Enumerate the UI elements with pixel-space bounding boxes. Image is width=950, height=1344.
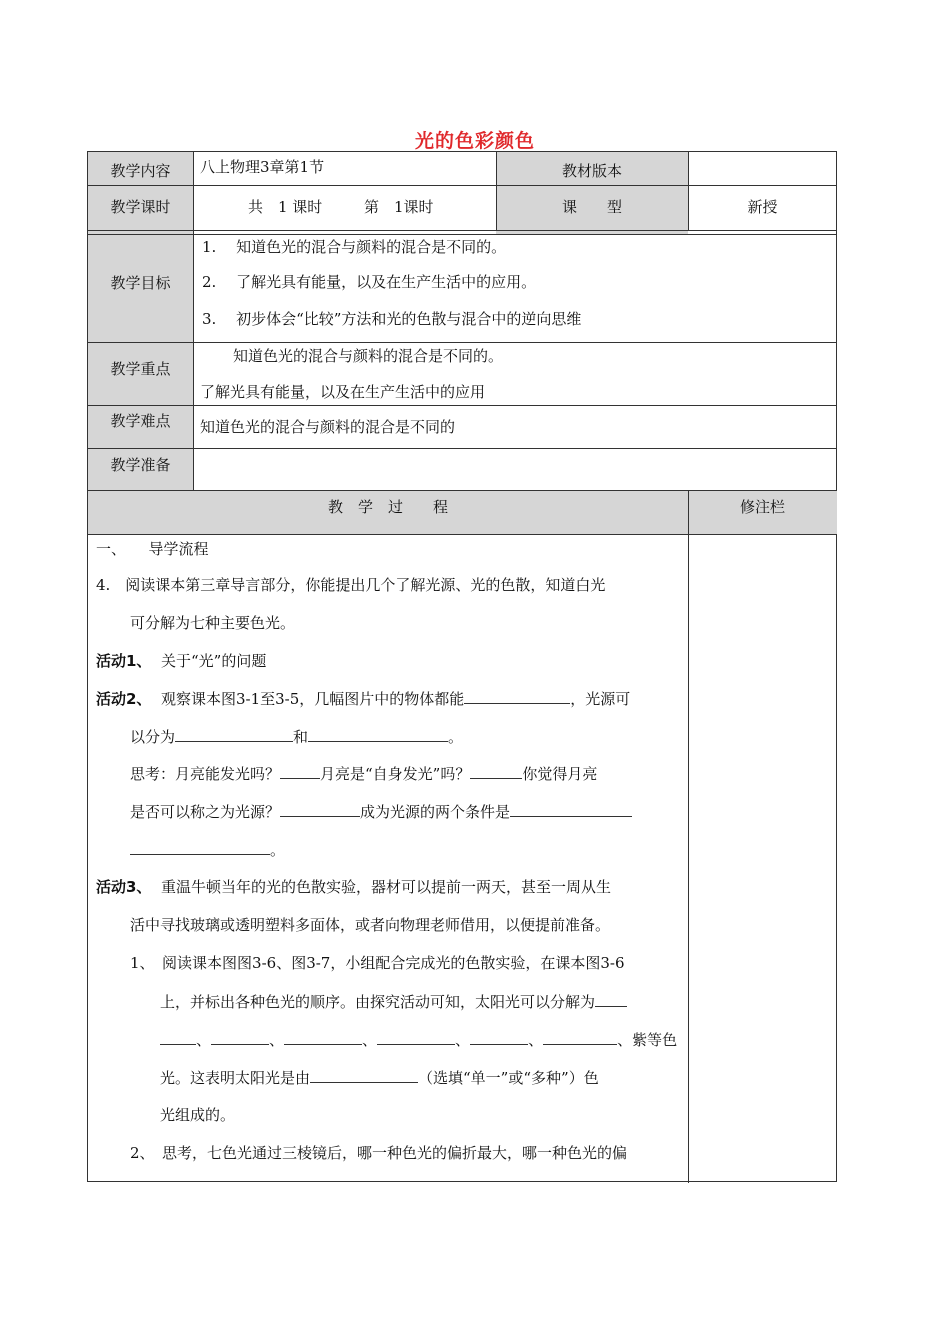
step-1-line: 光组成的。 <box>160 1106 236 1124</box>
blank-field[interactable] <box>211 1029 269 1045</box>
difficulties-label: 教学难点 <box>110 412 171 430</box>
key-point-line: 了解光具有能量，以及在生产生活中的应用 <box>200 383 486 401</box>
preparation-label: 教学准备 <box>110 456 171 474</box>
step-1-line: 1、 阅读课本图图3-6、图3-7，小组配合完成光的色散实验，在课本图3-6 <box>130 954 625 972</box>
blank-field[interactable] <box>470 1029 528 1045</box>
activity-1-label: 活动1、 <box>96 652 152 670</box>
blank-field[interactable] <box>377 1029 455 1045</box>
periods-label: 教学课时 <box>110 198 171 216</box>
goals-label: 教学目标 <box>110 274 171 292</box>
key-point-line: 知道色光的混合与颜料的混合是不同的。 <box>233 347 504 365</box>
periods-total: 共 1 课时 <box>248 198 323 216</box>
key-points-label: 教学重点 <box>110 360 171 378</box>
item-4-line: 可分解为七种主要色光。 <box>130 614 296 632</box>
blank-field[interactable] <box>510 801 632 817</box>
lesson-plan-table: 教学内容 八上物理3章第1节 教材版本 教学课时 共 1 课时 第 1课时 课 型 新授 教学目标 1. 知道色光的混合与颜料的混合是不同的。 2. 了解光具有能量，以及在生产生活中的应用。 3. 初步体会“比较”方法和光的色散与混合中的逆向思维 教学重点 知道色光的混合与颜料的混合是不同的。 了解光具有能量，以及在生产生活中的应用 教学难点 知道色光的混合与颜料的混合是不同的 教学准备 教 学 过 程 修注栏 一、 导学流程 4. 阅读课本第三章导言部分，你能提出几个了解光源、光的色散，知道白光 可分解为七种主要色光。 活动1、 关于“光”的问题 活动2、 观察课本图3-1至3-5，几幅图片中的物体都能 ，光源可 以分为 和 。 思考：月亮能发光吗？ 月亮是“自身发光”吗？ 你觉得月亮 是否可以称之为光源？ 成为光源的两个条件是 。 活动3、 重温牛顿当年的光的色散实验，器材可以提前一两天，甚至一周从生 活中寻找玻璃或透明塑料多面体，或者向物理老师借用，以便提前准备。 1、 阅读课本图图3-6、图3-7，小组配合完成光的色散实验，在课本图3-6 上，并标出各种色光的顺序。由探究活动可知，太阳光可以分解为 、 、 、 、 、 、紫等色 光。这表明太阳光是由 （选填“单一”或“多种”）色 光组成的。 2、 思考，七色光通过三棱镜后，哪一种色光的偏折最大，哪一种色光的偏 <box>87 151 837 1182</box>
difficulties-text: 知道色光的混合与颜料的混合是不同的 <box>200 418 456 436</box>
blank-field[interactable] <box>308 726 448 742</box>
blank-field[interactable] <box>284 1029 362 1045</box>
blank-field[interactable] <box>470 763 522 779</box>
type-label: 课 型 <box>561 198 622 216</box>
activity-3-line: 活中寻找玻璃或透明塑料多面体，或者向物理老师借用，以便提前准备。 <box>130 916 611 934</box>
content-value: 八上物理3章第1节 <box>200 158 325 176</box>
blank-field[interactable] <box>280 801 360 817</box>
blank-field[interactable] <box>464 688 570 704</box>
blank-field[interactable] <box>160 1029 196 1045</box>
content-label: 教学内容 <box>110 162 171 180</box>
blank-field[interactable] <box>280 763 320 779</box>
goal-item: 1. 知道色光的混合与颜料的混合是不同的。 <box>202 238 507 256</box>
blank-field[interactable] <box>175 726 293 742</box>
periods-current: 第 1课时 <box>364 198 434 216</box>
page-title: 光的色彩颜色 <box>414 130 535 152</box>
section-heading: 一、 导学流程 <box>96 540 209 558</box>
goal-item: 2. 了解光具有能量，以及在生产生活中的应用。 <box>202 273 537 291</box>
process-label: 教 学 过 程 <box>327 498 448 516</box>
activity-3-label: 活动3、 <box>96 878 152 896</box>
item-4-line: 4. 阅读课本第三章导言部分，你能提出几个了解光源、光的色散，知道白光 <box>96 576 606 594</box>
blank-field[interactable] <box>130 839 270 855</box>
activity-2-label: 活动2、 <box>96 690 152 708</box>
edition-label: 教材版本 <box>561 162 622 180</box>
step-2-line: 2、 思考，七色光通过三棱镜后，哪一种色光的偏折最大，哪一种色光的偏 <box>130 1144 628 1162</box>
blank-field[interactable] <box>595 991 627 1007</box>
blank-field[interactable] <box>310 1067 418 1083</box>
blank-field[interactable] <box>543 1029 617 1045</box>
notes-label: 修注栏 <box>739 498 785 516</box>
goal-item: 3. 初步体会“比较”方法和光的色散与混合中的逆向思维 <box>202 310 582 328</box>
activity-1-text: 关于“光”的问题 <box>160 652 267 670</box>
type-value: 新授 <box>747 198 778 216</box>
